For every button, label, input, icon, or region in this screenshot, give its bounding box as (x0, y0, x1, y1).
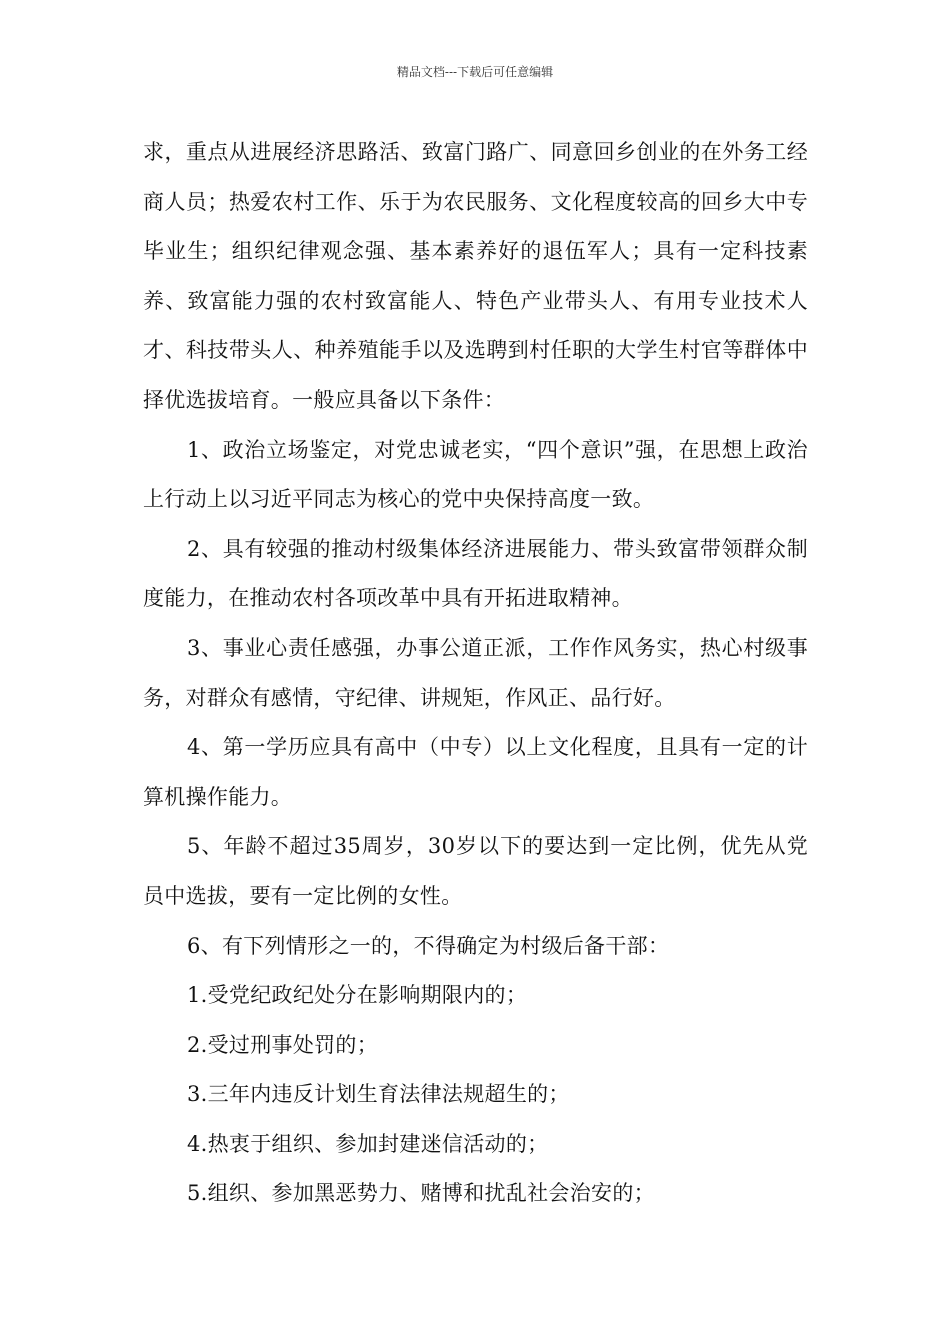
paragraph-intro: 求，重点从进展经济思路活、致富门路广、同意回乡创业的在外务工经商人员；热爱农村工作、乐于为农民服务、文化程度较高的回乡大中专毕业生；组织纪律观念强、基本素养好的退伍军人；具有一定科技素养、致富能力强的农村致富能人、特色产业带头人、有用专业技术人才、科技带头人、种养殖能手以及选聘到村任职的大学生村官等群体中择优选拔培育。一般应具备以下条件： (143, 140, 808, 412)
list-item-exclusion-5: 5.组织、参加黑恶势力、赌博和扰乱社会治安的； (187, 1181, 655, 1206)
paragraph-condition-6: 6、有下列情形之一的，不得确定为村级后备干部： (187, 933, 670, 958)
paragraph-condition-2: 2、具有较强的推动村级集体经济进展能力、带头致富带领群众制度能力，在推动农村各项改革中具有开拓进取精神。 (143, 536, 808, 611)
page-header: 精品文档---下载后可任意编辑 (396, 65, 554, 79)
document-body (143, 128, 808, 1219)
paragraph-condition-1: 1、政治立场鉴定，对党忠诚老实，“四个意识”强，在思想上政治上行动上以习近平同志为核心的党中央保持高度一致。 (143, 437, 808, 512)
list-item-exclusion-2: 2.受过刑事处罚的； (187, 1032, 379, 1057)
paragraph-condition-4: 4、第一学历应具有高中（中专）以上文化程度，且具有一定的计算机操作能力。 (143, 735, 808, 809)
list-item-exclusion-4: 4.热衷于组织、参加封建迷信活动的； (187, 1131, 549, 1156)
paragraph-condition-3: 3、事业心责任感强，办事公道正派，工作作风务实，热心村级事务，对群众有感情，守纪律、讲规矩，作风正、品行好。 (143, 635, 808, 710)
list-item-exclusion-3: 3.三年内违反计划生育法律法规超生的； (187, 1082, 570, 1107)
list-item-exclusion-1: 1.受党纪政纪处分在影响期限内的； (187, 983, 528, 1008)
paragraph-condition-5: 5、年龄不超过35周岁，30岁以下的要达到一定比例，优先从党员中选拔，要有一定比例的女性。 (143, 834, 808, 908)
